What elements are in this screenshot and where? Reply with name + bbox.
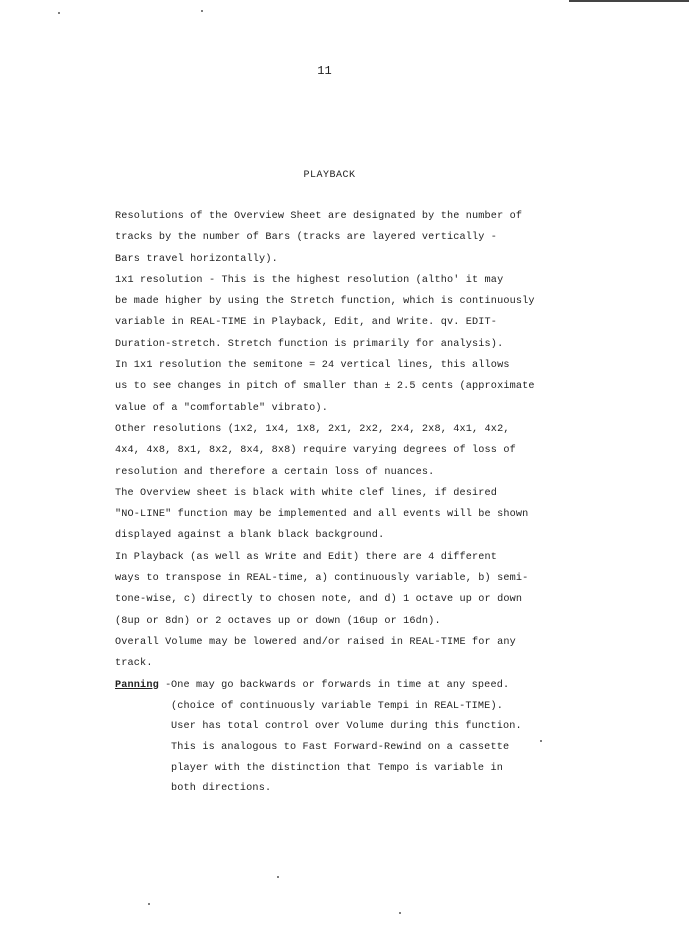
body-line: tone-wise, c) directly to chosen note, and d) 1 octave up or down xyxy=(115,594,523,606)
scan-speck xyxy=(148,903,150,905)
body-line: (8up or 8dn) or 2 octaves up or down (16up or 16dn). xyxy=(115,615,441,627)
body-line: "NO-LINE" function may be implemented and all events will be shown xyxy=(115,509,529,521)
scan-speck xyxy=(277,876,279,878)
panning-dash: - xyxy=(158,679,172,691)
scan-edge-mark xyxy=(569,0,689,2)
body-line: 1x1 resolution - This is the highest resolution (altho' it may xyxy=(115,274,504,286)
body-line: Bars travel horizontally). xyxy=(115,253,278,265)
section-heading: PLAYBACK xyxy=(303,170,356,181)
body-line: resolution and therefore a certain loss of nuances. xyxy=(115,466,435,478)
panning-line: player with the distinction that Tempo is variable in xyxy=(171,762,503,774)
body-line: Duration-stretch. Stretch function is primarily for analysis). xyxy=(115,338,504,350)
body-line: us to see changes in pitch of smaller than ± 2.5 cents (approximate xyxy=(115,381,535,393)
body-line: Resolutions of the Overview Sheet are designated by the number of xyxy=(115,211,523,222)
body-line: The Overview sheet is black with white clef lines, if desired xyxy=(115,487,498,499)
body-line: ways to transpose in REAL-time, a) continuously variable, b) semi- xyxy=(115,573,529,585)
panning-text xyxy=(171,676,671,800)
body-line: value of a "comfortable" vibrato). xyxy=(115,402,328,414)
body-line: Other resolutions (1x2, 1x4, 1x8, 2x1, 2x2, 2x4, 2x8, 4x1, 4x2, xyxy=(115,423,510,435)
body-line: 4x4, 4x8, 8x1, 8x2, 8x4, 8x8) require varying degrees of loss of xyxy=(115,445,516,457)
body-line: variable in REAL-TIME in Playback, Edit, and Write. qv. EDIT- xyxy=(115,317,498,329)
panning-line: This is analogous to Fast Forward-Rewind on a cassette xyxy=(171,742,510,754)
panning-line: (choice of continuously variable Tempi in REAL-TIME). xyxy=(171,700,503,712)
body-text xyxy=(115,206,675,696)
body-line: displayed against a blank black background. xyxy=(115,530,385,542)
panning-line: One may go backwards or forwards in time at any speed. xyxy=(171,680,510,691)
panning-label: Panning xyxy=(115,679,159,691)
body-line: Overall Volume may be lowered and/or raised in REAL-TIME for any xyxy=(115,636,516,648)
scan-speck xyxy=(58,12,60,14)
body-line: In 1x1 resolution the semitone = 24 vertical lines, this allows xyxy=(115,360,510,372)
panning-line: User has total control over Volume during this function. xyxy=(171,721,522,733)
page-number: 11 xyxy=(317,64,332,78)
body-line: tracks by the number of Bars (tracks are layered vertically - xyxy=(115,232,498,244)
scan-speck xyxy=(540,740,542,742)
body-line: be made higher by using the Stretch function, which is continuously xyxy=(115,296,535,308)
body-line: In Playback (as well as Write and Edit) there are 4 different xyxy=(115,551,498,563)
panning-line: both directions. xyxy=(171,783,272,795)
scan-speck xyxy=(399,912,401,914)
scan-speck xyxy=(201,10,203,12)
body-line: track. xyxy=(115,658,153,670)
